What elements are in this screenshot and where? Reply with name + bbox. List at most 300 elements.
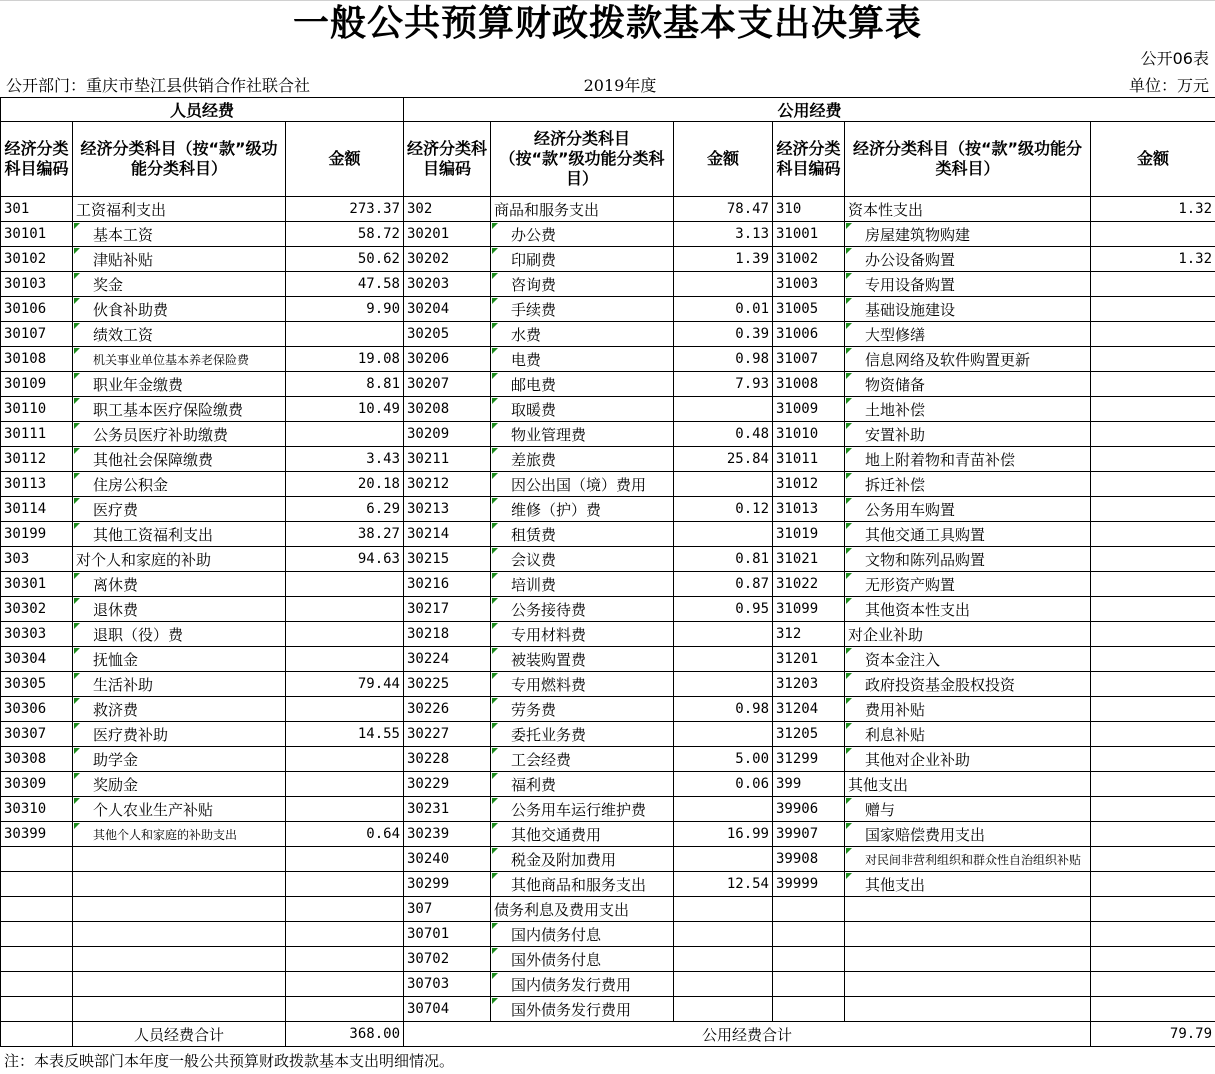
table-row	[1, 647, 1215, 672]
item-name-cell	[73, 997, 286, 1022]
amount-cell	[1091, 772, 1215, 797]
code-cell: 30306	[1, 697, 73, 722]
amount-cell: 8.81	[286, 372, 404, 397]
code-cell: 30305	[1, 672, 73, 697]
code-cell: 31009	[773, 397, 845, 422]
amount-cell	[674, 847, 773, 872]
totals-row	[1, 1022, 1215, 1047]
amount-cell	[1091, 997, 1215, 1022]
code-cell: 31002	[773, 247, 845, 272]
amount-cell: 0.01	[674, 297, 773, 322]
code-cell: 31021	[773, 547, 845, 572]
item-name-cell: 被装购置费	[491, 647, 674, 672]
code-cell: 30702	[404, 947, 491, 972]
col-header-amount: 金额	[674, 122, 773, 197]
amount-cell	[1091, 697, 1215, 722]
amount-cell: 12.54	[674, 872, 773, 897]
amount-cell: 3.43	[286, 447, 404, 472]
item-name-cell: 其他资本性支出	[845, 597, 1091, 622]
item-name-cell: 其他商品和服务支出	[491, 872, 674, 897]
code-cell: 30218	[404, 622, 491, 647]
item-name-cell: 取暖费	[491, 397, 674, 422]
amount-cell: 0.81	[674, 547, 773, 572]
item-name-cell	[73, 972, 286, 997]
amount-cell	[1091, 947, 1215, 972]
table-row	[1, 247, 1215, 272]
code-cell: 31299	[773, 747, 845, 772]
amount-cell: 0.95	[674, 597, 773, 622]
item-name-cell: 对民间非营利组织和群众性自治组织补贴	[845, 847, 1091, 872]
item-name-cell: 基本工资	[73, 222, 286, 247]
code-cell: 30101	[1, 222, 73, 247]
table-row	[1, 322, 1215, 347]
amount-cell: 0.12	[674, 497, 773, 522]
amount-cell: 25.84	[674, 447, 773, 472]
amount-cell	[1091, 672, 1215, 697]
item-name-cell: 资本金注入	[845, 647, 1091, 672]
item-name-cell: 职业年金缴费	[73, 372, 286, 397]
total-spacer	[1, 1022, 73, 1047]
amount-cell	[286, 647, 404, 672]
item-name-cell: 生活补助	[73, 672, 286, 697]
code-cell: 31205	[773, 722, 845, 747]
col-header-name: 经济分类科目（按“款”级功能分类科目）	[845, 122, 1091, 197]
table-row	[1, 547, 1215, 572]
item-name-cell: 利息补贴	[845, 722, 1091, 747]
code-cell: 31203	[773, 672, 845, 697]
item-name-cell: 其他交通费用	[491, 822, 674, 847]
code-cell: 39906	[773, 797, 845, 822]
code-cell: 30213	[404, 497, 491, 522]
amount-cell	[286, 922, 404, 947]
col-header-amount: 金额	[286, 122, 404, 197]
amount-cell	[1091, 797, 1215, 822]
item-name-cell: 对企业补助	[845, 622, 1091, 647]
item-name-cell: 其他对企业补助	[845, 747, 1091, 772]
amount-cell	[1091, 322, 1215, 347]
section-personnel: 人员经费	[1, 98, 404, 122]
table-row	[1, 197, 1215, 222]
table-row	[1, 572, 1215, 597]
amount-cell	[1091, 447, 1215, 472]
table-row	[1, 822, 1215, 847]
item-name-cell: 印刷费	[491, 247, 674, 272]
code-cell: 30108	[1, 347, 73, 372]
code-cell: 30113	[1, 472, 73, 497]
code-cell: 30107	[1, 322, 73, 347]
item-name-cell	[73, 847, 286, 872]
amount-cell	[1091, 572, 1215, 597]
amount-cell: 0.64	[286, 822, 404, 847]
code-cell	[773, 947, 845, 972]
amount-cell: 38.27	[286, 522, 404, 547]
code-cell: 30308	[1, 747, 73, 772]
amount-cell: 3.13	[674, 222, 773, 247]
table-row	[1, 972, 1215, 997]
table-row	[1, 722, 1215, 747]
code-cell: 30303	[1, 622, 73, 647]
item-name-cell: 福利费	[491, 772, 674, 797]
item-name-cell: 机关事业单位基本养老保险费	[73, 347, 286, 372]
item-name-cell: 抚恤金	[73, 647, 286, 672]
code-cell: 30106	[1, 297, 73, 322]
amount-cell	[674, 722, 773, 747]
item-name-cell: 物业管理费	[491, 422, 674, 447]
item-name-cell: 国外债务发行费用	[491, 997, 674, 1022]
item-name-cell: 水费	[491, 322, 674, 347]
expenditure-table	[0, 97, 1215, 1047]
code-cell: 30214	[404, 522, 491, 547]
amount-cell	[286, 622, 404, 647]
code-cell: 30227	[404, 722, 491, 747]
code-cell: 31012	[773, 472, 845, 497]
amount-cell	[286, 872, 404, 897]
code-cell: 30205	[404, 322, 491, 347]
item-name-cell: 其他支出	[845, 872, 1091, 897]
table-row	[1, 472, 1215, 497]
amount-cell	[1091, 472, 1215, 497]
amount-cell: 0.39	[674, 322, 773, 347]
item-name-cell	[845, 947, 1091, 972]
report-title: 一般公共预算财政拨款基本支出决算表	[292, 3, 922, 44]
public-total-value: 79.79	[1091, 1022, 1215, 1047]
amount-cell	[286, 697, 404, 722]
item-name-cell: 债务利息及费用支出	[491, 897, 674, 922]
amount-cell: 20.18	[286, 472, 404, 497]
item-name-cell: 办公费	[491, 222, 674, 247]
code-cell: 30111	[1, 422, 73, 447]
item-name-cell: 专用燃料费	[491, 672, 674, 697]
amount-cell: 47.58	[286, 272, 404, 297]
item-name-cell: 公务用车购置	[845, 497, 1091, 522]
amount-cell	[1091, 872, 1215, 897]
table-row	[1, 872, 1215, 897]
amount-cell	[674, 397, 773, 422]
code-cell: 302	[404, 197, 491, 222]
code-cell: 30701	[404, 922, 491, 947]
code-cell: 31010	[773, 422, 845, 447]
col-header-code: 经济分类科目编码	[1, 122, 73, 197]
code-cell: 312	[773, 622, 845, 647]
table-row	[1, 997, 1215, 1022]
amount-cell	[1091, 597, 1215, 622]
item-name-cell: 专用设备购置	[845, 272, 1091, 297]
item-name-cell: 税金及附加费用	[491, 847, 674, 872]
amount-cell	[286, 847, 404, 872]
item-name-cell	[73, 947, 286, 972]
code-cell: 31008	[773, 372, 845, 397]
footnote: 注：本表反映部门本年度一般公共预算财政拨款基本支出明细情况。	[4, 1052, 455, 1070]
item-name-cell: 办公设备购置	[845, 247, 1091, 272]
amount-cell	[286, 422, 404, 447]
code-cell: 39908	[773, 847, 845, 872]
item-name-cell: 劳务费	[491, 697, 674, 722]
amount-cell: 19.08	[286, 347, 404, 372]
item-name-cell: 伙食补助费	[73, 297, 286, 322]
code-cell	[1, 947, 73, 972]
amount-cell	[1091, 747, 1215, 772]
col-header-code: 经济分类科目编码	[773, 122, 845, 197]
code-cell: 30302	[1, 597, 73, 622]
item-name-cell: 医疗费	[73, 497, 286, 522]
code-cell: 310	[773, 197, 845, 222]
item-name-cell: 工会经费	[491, 747, 674, 772]
item-name-cell: 奖金	[73, 272, 286, 297]
item-name-cell: 差旅费	[491, 447, 674, 472]
amount-cell: 79.44	[286, 672, 404, 697]
fiscal-year: 2019年度	[583, 76, 657, 95]
amount-cell	[1091, 897, 1215, 922]
table-row	[1, 447, 1215, 472]
amount-cell	[674, 647, 773, 672]
amount-cell: 0.48	[674, 422, 773, 447]
table-row	[1, 422, 1215, 447]
amount-cell	[1091, 422, 1215, 447]
table-body	[1, 197, 1215, 1022]
item-name-cell: 国外债务付息	[491, 947, 674, 972]
amount-cell	[674, 922, 773, 947]
code-cell: 30211	[404, 447, 491, 472]
code-cell: 30206	[404, 347, 491, 372]
table-row	[1, 372, 1215, 397]
amount-cell	[1091, 397, 1215, 422]
amount-cell: 10.49	[286, 397, 404, 422]
code-cell: 39907	[773, 822, 845, 847]
item-name-cell: 房屋建筑物购建	[845, 222, 1091, 247]
code-cell: 31005	[773, 297, 845, 322]
amount-cell	[1091, 822, 1215, 847]
item-name-cell	[845, 997, 1091, 1022]
table-row	[1, 272, 1215, 297]
item-name-cell: 咨询费	[491, 272, 674, 297]
item-name-cell: 救济费	[73, 697, 286, 722]
code-cell: 301	[1, 197, 73, 222]
amount-cell	[674, 972, 773, 997]
code-cell: 30310	[1, 797, 73, 822]
code-cell: 31019	[773, 522, 845, 547]
amount-cell	[286, 972, 404, 997]
item-name-cell: 其他社会保障缴费	[73, 447, 286, 472]
amount-cell: 5.00	[674, 747, 773, 772]
code-cell	[1, 872, 73, 897]
item-name-cell: 资本性支出	[845, 197, 1091, 222]
table-row	[1, 797, 1215, 822]
code-cell	[773, 922, 845, 947]
code-cell: 31013	[773, 497, 845, 522]
code-cell: 30228	[404, 747, 491, 772]
item-name-cell	[845, 972, 1091, 997]
item-name-cell: 绩效工资	[73, 322, 286, 347]
amount-cell: 0.98	[674, 697, 773, 722]
code-cell	[1, 972, 73, 997]
item-name-cell	[845, 897, 1091, 922]
code-cell: 399	[773, 772, 845, 797]
personnel-total-label: 人员经费合计	[73, 1022, 286, 1047]
code-cell: 30704	[404, 997, 491, 1022]
code-cell: 30199	[1, 522, 73, 547]
amount-cell: 78.47	[674, 197, 773, 222]
table-row	[1, 922, 1215, 947]
amount-cell	[286, 322, 404, 347]
code-cell: 30240	[404, 847, 491, 872]
amount-cell	[674, 947, 773, 972]
code-cell: 30304	[1, 647, 73, 672]
item-name-cell: 对个人和家庭的补助	[73, 547, 286, 572]
code-cell: 30309	[1, 772, 73, 797]
item-name-cell: 退休费	[73, 597, 286, 622]
amount-cell	[1091, 497, 1215, 522]
item-name-cell: 邮电费	[491, 372, 674, 397]
table-row	[1, 622, 1215, 647]
item-name-cell: 会议费	[491, 547, 674, 572]
table-row	[1, 297, 1215, 322]
code-cell: 30209	[404, 422, 491, 447]
item-name-cell: 基础设施建设	[845, 297, 1091, 322]
amount-cell	[1091, 922, 1215, 947]
amount-cell	[286, 597, 404, 622]
amount-cell	[1091, 972, 1215, 997]
unit-label: 单位：万元	[1128, 76, 1209, 95]
item-name-cell: 公务用车运行维护费	[491, 797, 674, 822]
table-row	[1, 522, 1215, 547]
code-cell: 30216	[404, 572, 491, 597]
amount-cell	[286, 572, 404, 597]
code-cell: 30202	[404, 247, 491, 272]
item-name-cell: 工资福利支出	[73, 197, 286, 222]
amount-cell: 0.06	[674, 772, 773, 797]
item-name-cell: 物资储备	[845, 372, 1091, 397]
code-cell: 30215	[404, 547, 491, 572]
code-cell: 30703	[404, 972, 491, 997]
amount-cell	[674, 897, 773, 922]
col-header-code: 经济分类科目编码	[404, 122, 491, 197]
amount-cell: 9.90	[286, 297, 404, 322]
amount-cell	[1091, 522, 1215, 547]
item-name-cell: 文物和陈列品购置	[845, 547, 1091, 572]
amount-cell	[1091, 722, 1215, 747]
code-cell	[773, 997, 845, 1022]
code-cell: 30299	[404, 872, 491, 897]
amount-cell	[1091, 347, 1215, 372]
item-name-cell: 土地补偿	[845, 397, 1091, 422]
item-name-cell: 租赁费	[491, 522, 674, 547]
amount-cell: 1.39	[674, 247, 773, 272]
code-cell: 31001	[773, 222, 845, 247]
code-cell: 30201	[404, 222, 491, 247]
amount-cell: 0.98	[674, 347, 773, 372]
item-name-cell	[73, 872, 286, 897]
amount-cell: 273.37	[286, 197, 404, 222]
code-cell: 31201	[773, 647, 845, 672]
amount-cell	[674, 622, 773, 647]
item-name-cell: 信息网络及软件购置更新	[845, 347, 1091, 372]
item-name-cell: 培训费	[491, 572, 674, 597]
item-name-cell: 奖励金	[73, 772, 286, 797]
amount-cell: 1.32	[1091, 197, 1215, 222]
code-cell: 31204	[773, 697, 845, 722]
code-cell: 30225	[404, 672, 491, 697]
amount-cell	[286, 947, 404, 972]
item-name-cell: 职工基本医疗保险缴费	[73, 397, 286, 422]
public-total-label: 公用经费合计	[404, 1022, 1091, 1047]
code-cell	[773, 972, 845, 997]
code-cell: 30226	[404, 697, 491, 722]
code-cell: 31022	[773, 572, 845, 597]
amount-cell	[674, 672, 773, 697]
table-number: 公开06表	[1140, 49, 1209, 68]
item-name-cell: 大型修缮	[845, 322, 1091, 347]
code-cell	[1, 997, 73, 1022]
item-name-cell: 因公出国（境）费用	[491, 472, 674, 497]
amount-cell	[286, 997, 404, 1022]
item-name-cell: 委托业务费	[491, 722, 674, 747]
item-name-cell: 赠与	[845, 797, 1091, 822]
code-cell: 30307	[1, 722, 73, 747]
amount-cell: 94.63	[286, 547, 404, 572]
table-row	[1, 597, 1215, 622]
amount-cell: 58.72	[286, 222, 404, 247]
code-cell: 30229	[404, 772, 491, 797]
amount-cell	[286, 747, 404, 772]
item-name-cell: 助学金	[73, 747, 286, 772]
item-name-cell: 费用补贴	[845, 697, 1091, 722]
item-name-cell: 电费	[491, 347, 674, 372]
code-cell: 30109	[1, 372, 73, 397]
personnel-total-value: 368.00	[286, 1022, 404, 1047]
table-row	[1, 697, 1215, 722]
item-name-cell: 其他工资福利支出	[73, 522, 286, 547]
item-name-cell: 商品和服务支出	[491, 197, 674, 222]
item-name-cell: 公务员医疗补助缴费	[73, 422, 286, 447]
item-name-cell: 地上附着物和青苗补偿	[845, 447, 1091, 472]
table-row	[1, 497, 1215, 522]
code-cell: 30103	[1, 272, 73, 297]
table-row	[1, 347, 1215, 372]
amount-cell	[286, 897, 404, 922]
item-name-cell: 拆迁补偿	[845, 472, 1091, 497]
item-name-cell: 其他支出	[845, 772, 1091, 797]
amount-cell: 7.93	[674, 372, 773, 397]
amount-cell	[1091, 622, 1215, 647]
code-cell: 30102	[1, 247, 73, 272]
item-name-cell: 退职（役）费	[73, 622, 286, 647]
item-name-cell: 国内债务付息	[491, 922, 674, 947]
code-cell: 31003	[773, 272, 845, 297]
amount-cell	[1091, 372, 1215, 397]
code-cell: 30224	[404, 647, 491, 672]
code-cell	[1, 847, 73, 872]
amount-cell	[674, 272, 773, 297]
code-cell: 30217	[404, 597, 491, 622]
item-name-cell: 津贴补贴	[73, 247, 286, 272]
code-cell: 31011	[773, 447, 845, 472]
code-cell: 30399	[1, 822, 73, 847]
item-name-cell: 离休费	[73, 572, 286, 597]
item-name-cell: 其他个人和家庭的补助支出	[73, 822, 286, 847]
code-cell: 307	[404, 897, 491, 922]
code-cell: 30110	[1, 397, 73, 422]
item-name-cell: 专用材料费	[491, 622, 674, 647]
department-label: 公开部门：重庆市垫江县供销合作社联合社	[6, 76, 311, 95]
code-cell: 31007	[773, 347, 845, 372]
col-header-amount: 金额	[1091, 122, 1215, 197]
code-cell: 30301	[1, 572, 73, 597]
amount-cell: 0.87	[674, 572, 773, 597]
code-cell: 30212	[404, 472, 491, 497]
item-name-cell: 住房公积金	[73, 472, 286, 497]
table-row	[1, 897, 1215, 922]
table-row	[1, 847, 1215, 872]
